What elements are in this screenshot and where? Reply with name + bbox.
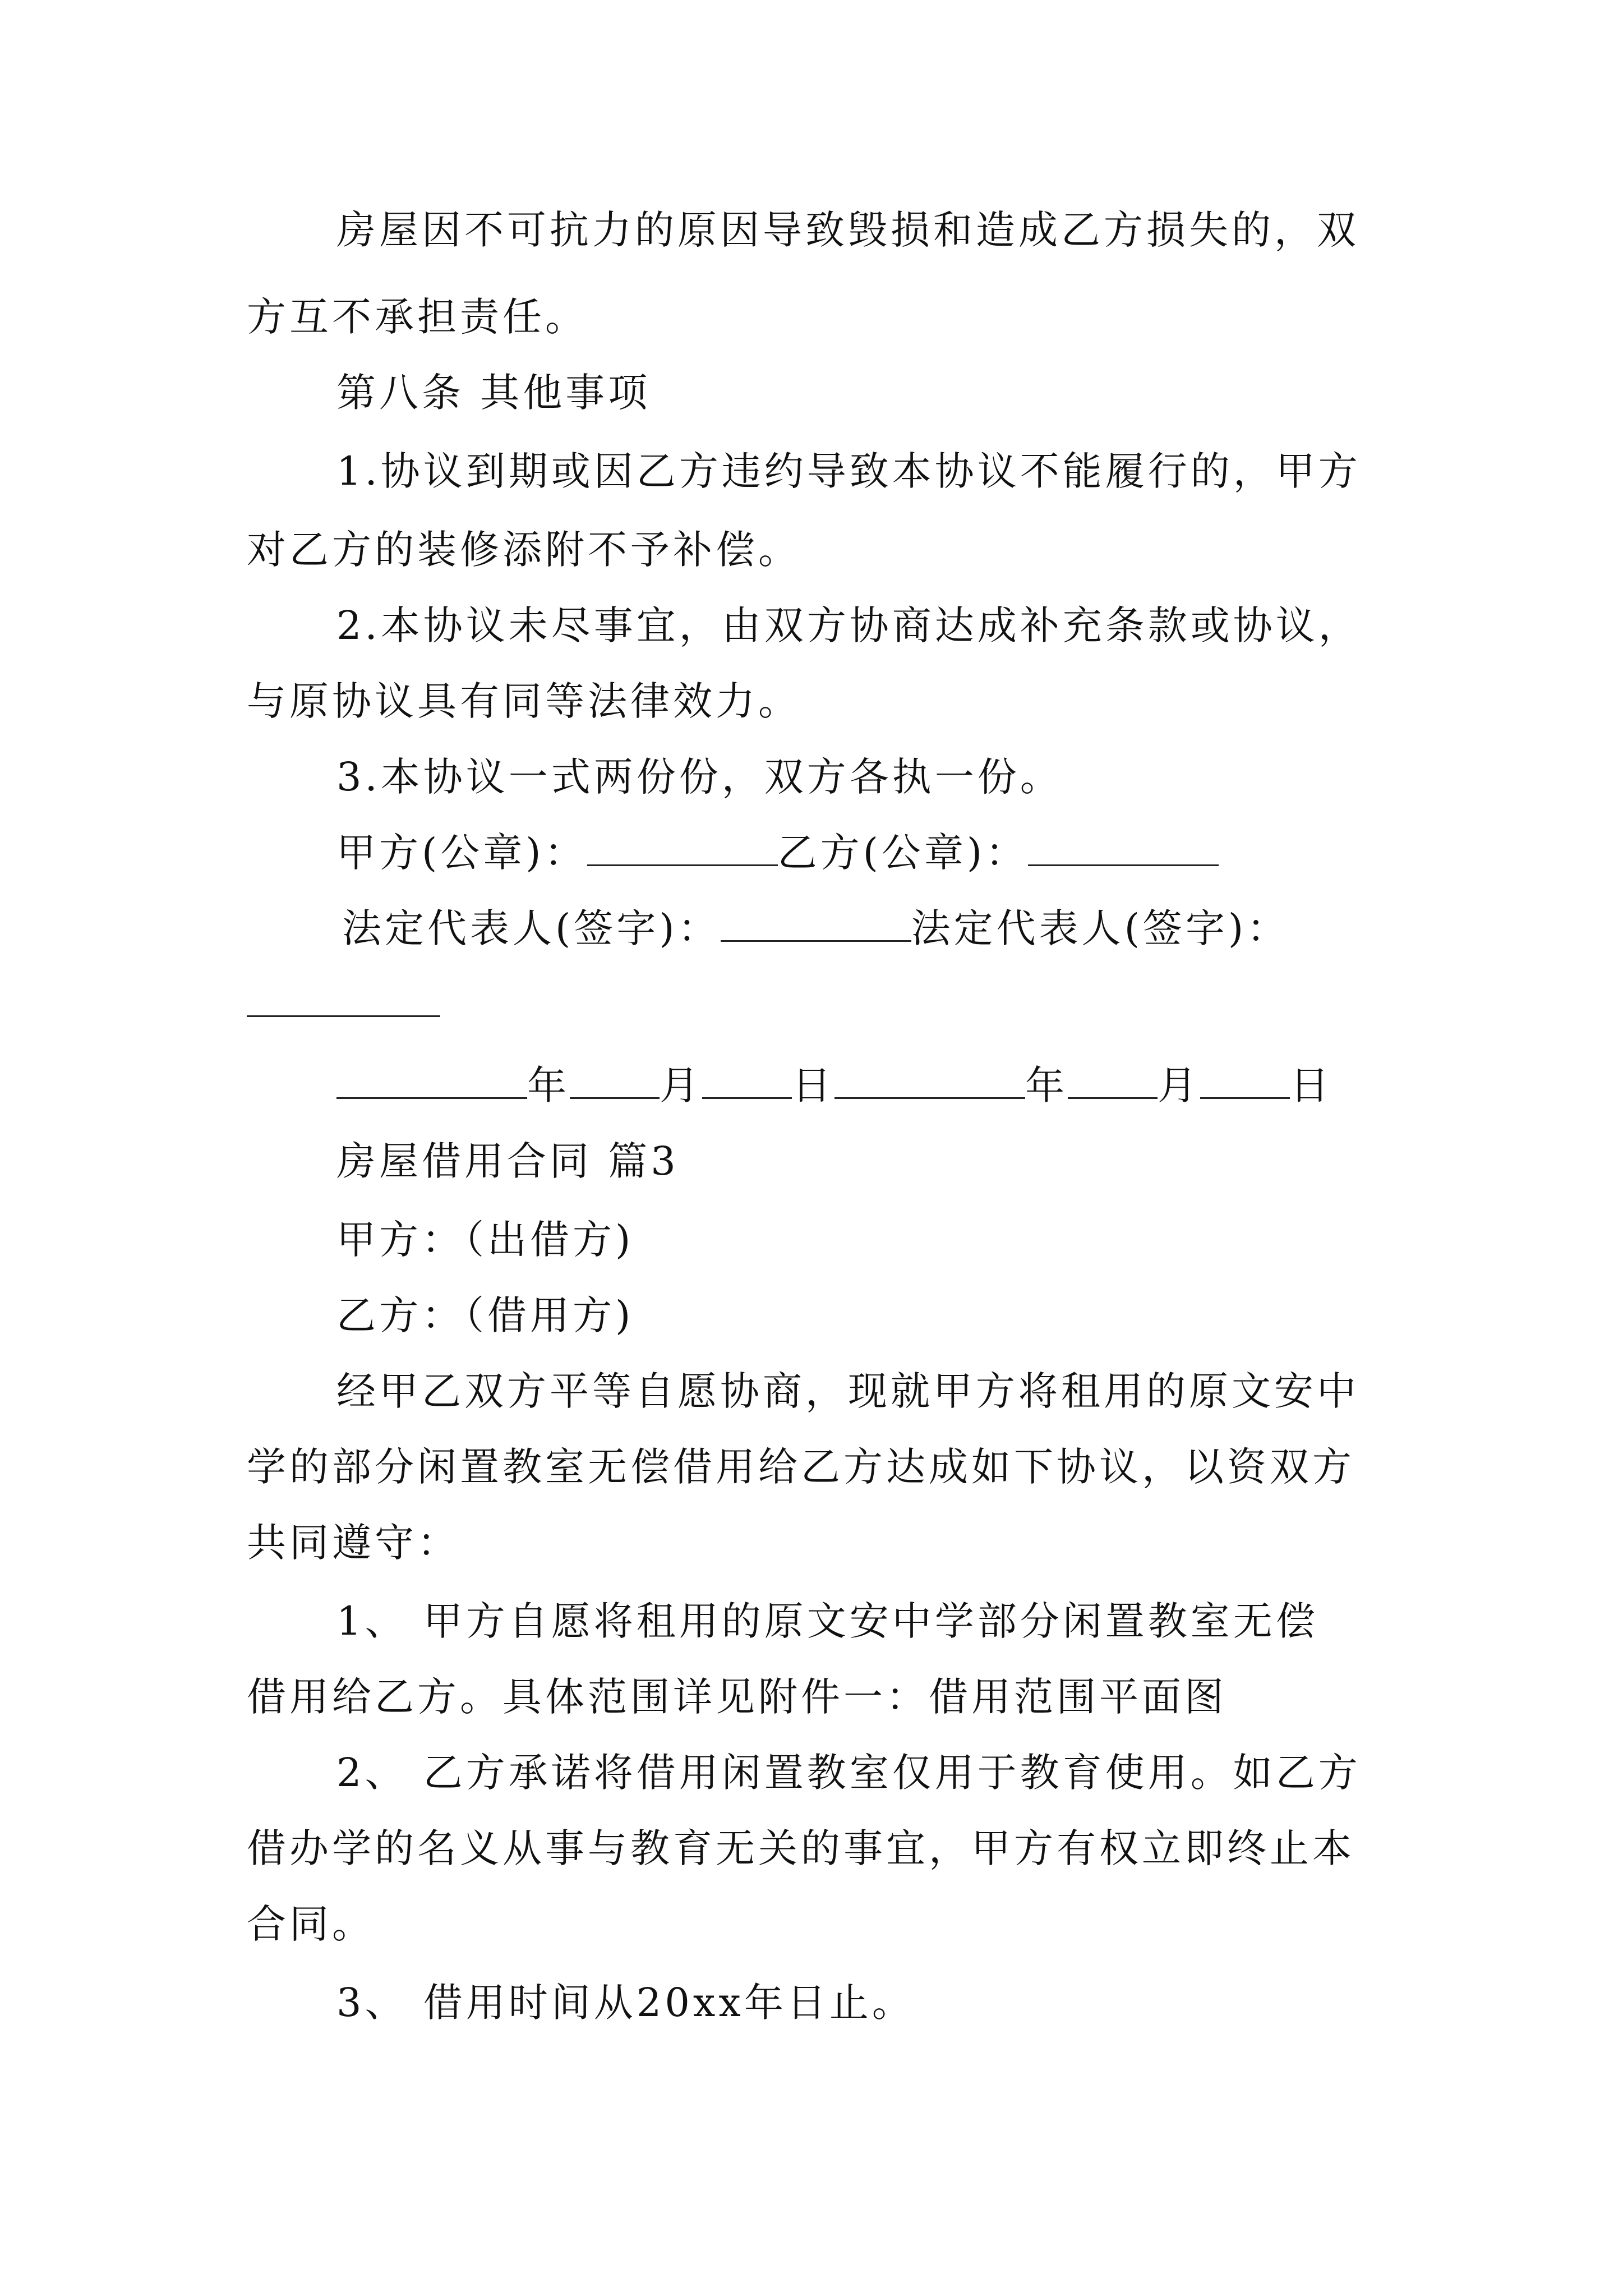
party-a-line: 甲方：（出借方)	[336, 1217, 634, 1263]
rep-b-label: 法定代表人(签字)：	[911, 905, 1290, 951]
clause-1-line: 1.协议到期或因乙方违约导致本协议不能履行的，甲方	[336, 448, 1361, 494]
year-blank	[336, 1062, 527, 1099]
party-b-line: 乙方：（借用方)	[336, 1292, 634, 1338]
party-a-seal-blank	[587, 830, 778, 866]
intro-line: 经甲乙双方平等自愿协商，现就甲方将租用的原文安中	[336, 1368, 1359, 1414]
signature-rep-row	[342, 900, 1289, 956]
contract-clause-2-line: 2、 乙方承诺将借用闲置教室仅用于教育使用。如乙方	[336, 1750, 1361, 1796]
article-8-heading: 第八条 其他事项	[336, 370, 651, 416]
contract-3-heading: 房屋借用合同 篇3	[336, 1138, 679, 1184]
contract-clause-2-line: 借办学的名义从事与教育无关的事宜，甲方有权立即终止本	[247, 1825, 1355, 1871]
rep-b-blank	[247, 1015, 440, 1017]
rep-a-blank	[721, 905, 911, 942]
day-label-2: 日	[1290, 1062, 1332, 1108]
paragraph-line: 方互不承担责任。	[247, 294, 588, 340]
year-label-2: 年	[1025, 1062, 1068, 1108]
month-label: 月	[660, 1062, 702, 1108]
intro-line: 共同遵守：	[247, 1520, 460, 1566]
contract-clause-3-line: 3、 借用时间从20xx年日止。	[336, 1980, 915, 2026]
contract-clause-2-line: 合同。	[247, 1901, 375, 1947]
year-blank-2	[834, 1062, 1025, 1099]
contract-clause-1-line: 1、 甲方自愿将租用的原文安中学部分闲置教室无偿	[336, 1598, 1318, 1644]
day-blank	[702, 1062, 792, 1099]
clause-2-line: 2.本协议未尽事宜，由双方协商达成补充条款或协议，	[336, 602, 1361, 648]
intro-line: 学的部分闲置教室无偿借用给乙方达成如下协议，以资双方	[247, 1444, 1355, 1490]
day-blank-2	[1200, 1062, 1290, 1099]
month-blank	[570, 1062, 660, 1099]
clause-3-line: 3.本协议一式两份份，双方各执一份。	[336, 754, 1063, 800]
year-label: 年	[527, 1062, 570, 1108]
clause-2-line: 与原协议具有同等法律效力。	[247, 678, 801, 724]
signature-seal-row	[336, 825, 1219, 881]
month-blank-2	[1068, 1062, 1158, 1099]
rep-a-label: 法定代表人(签字)：	[342, 905, 721, 951]
party-b-seal-blank	[1028, 830, 1219, 866]
party-a-seal-label: 甲方(公章)：	[336, 830, 587, 876]
clause-1-line: 对乙方的装修添附不予补偿。	[247, 527, 801, 573]
day-label: 日	[792, 1062, 834, 1108]
date-row	[336, 1057, 1332, 1114]
month-label-2: 月	[1158, 1062, 1200, 1108]
party-b-seal-label: 乙方(公章)：	[777, 830, 1029, 876]
paragraph-line: 房屋因不可抗力的原因导致毁损和造成乙方损失的，双	[336, 207, 1359, 253]
contract-clause-1-line: 借用给乙方。具体范围详见附件一：借用范围平面图	[247, 1674, 1227, 1720]
